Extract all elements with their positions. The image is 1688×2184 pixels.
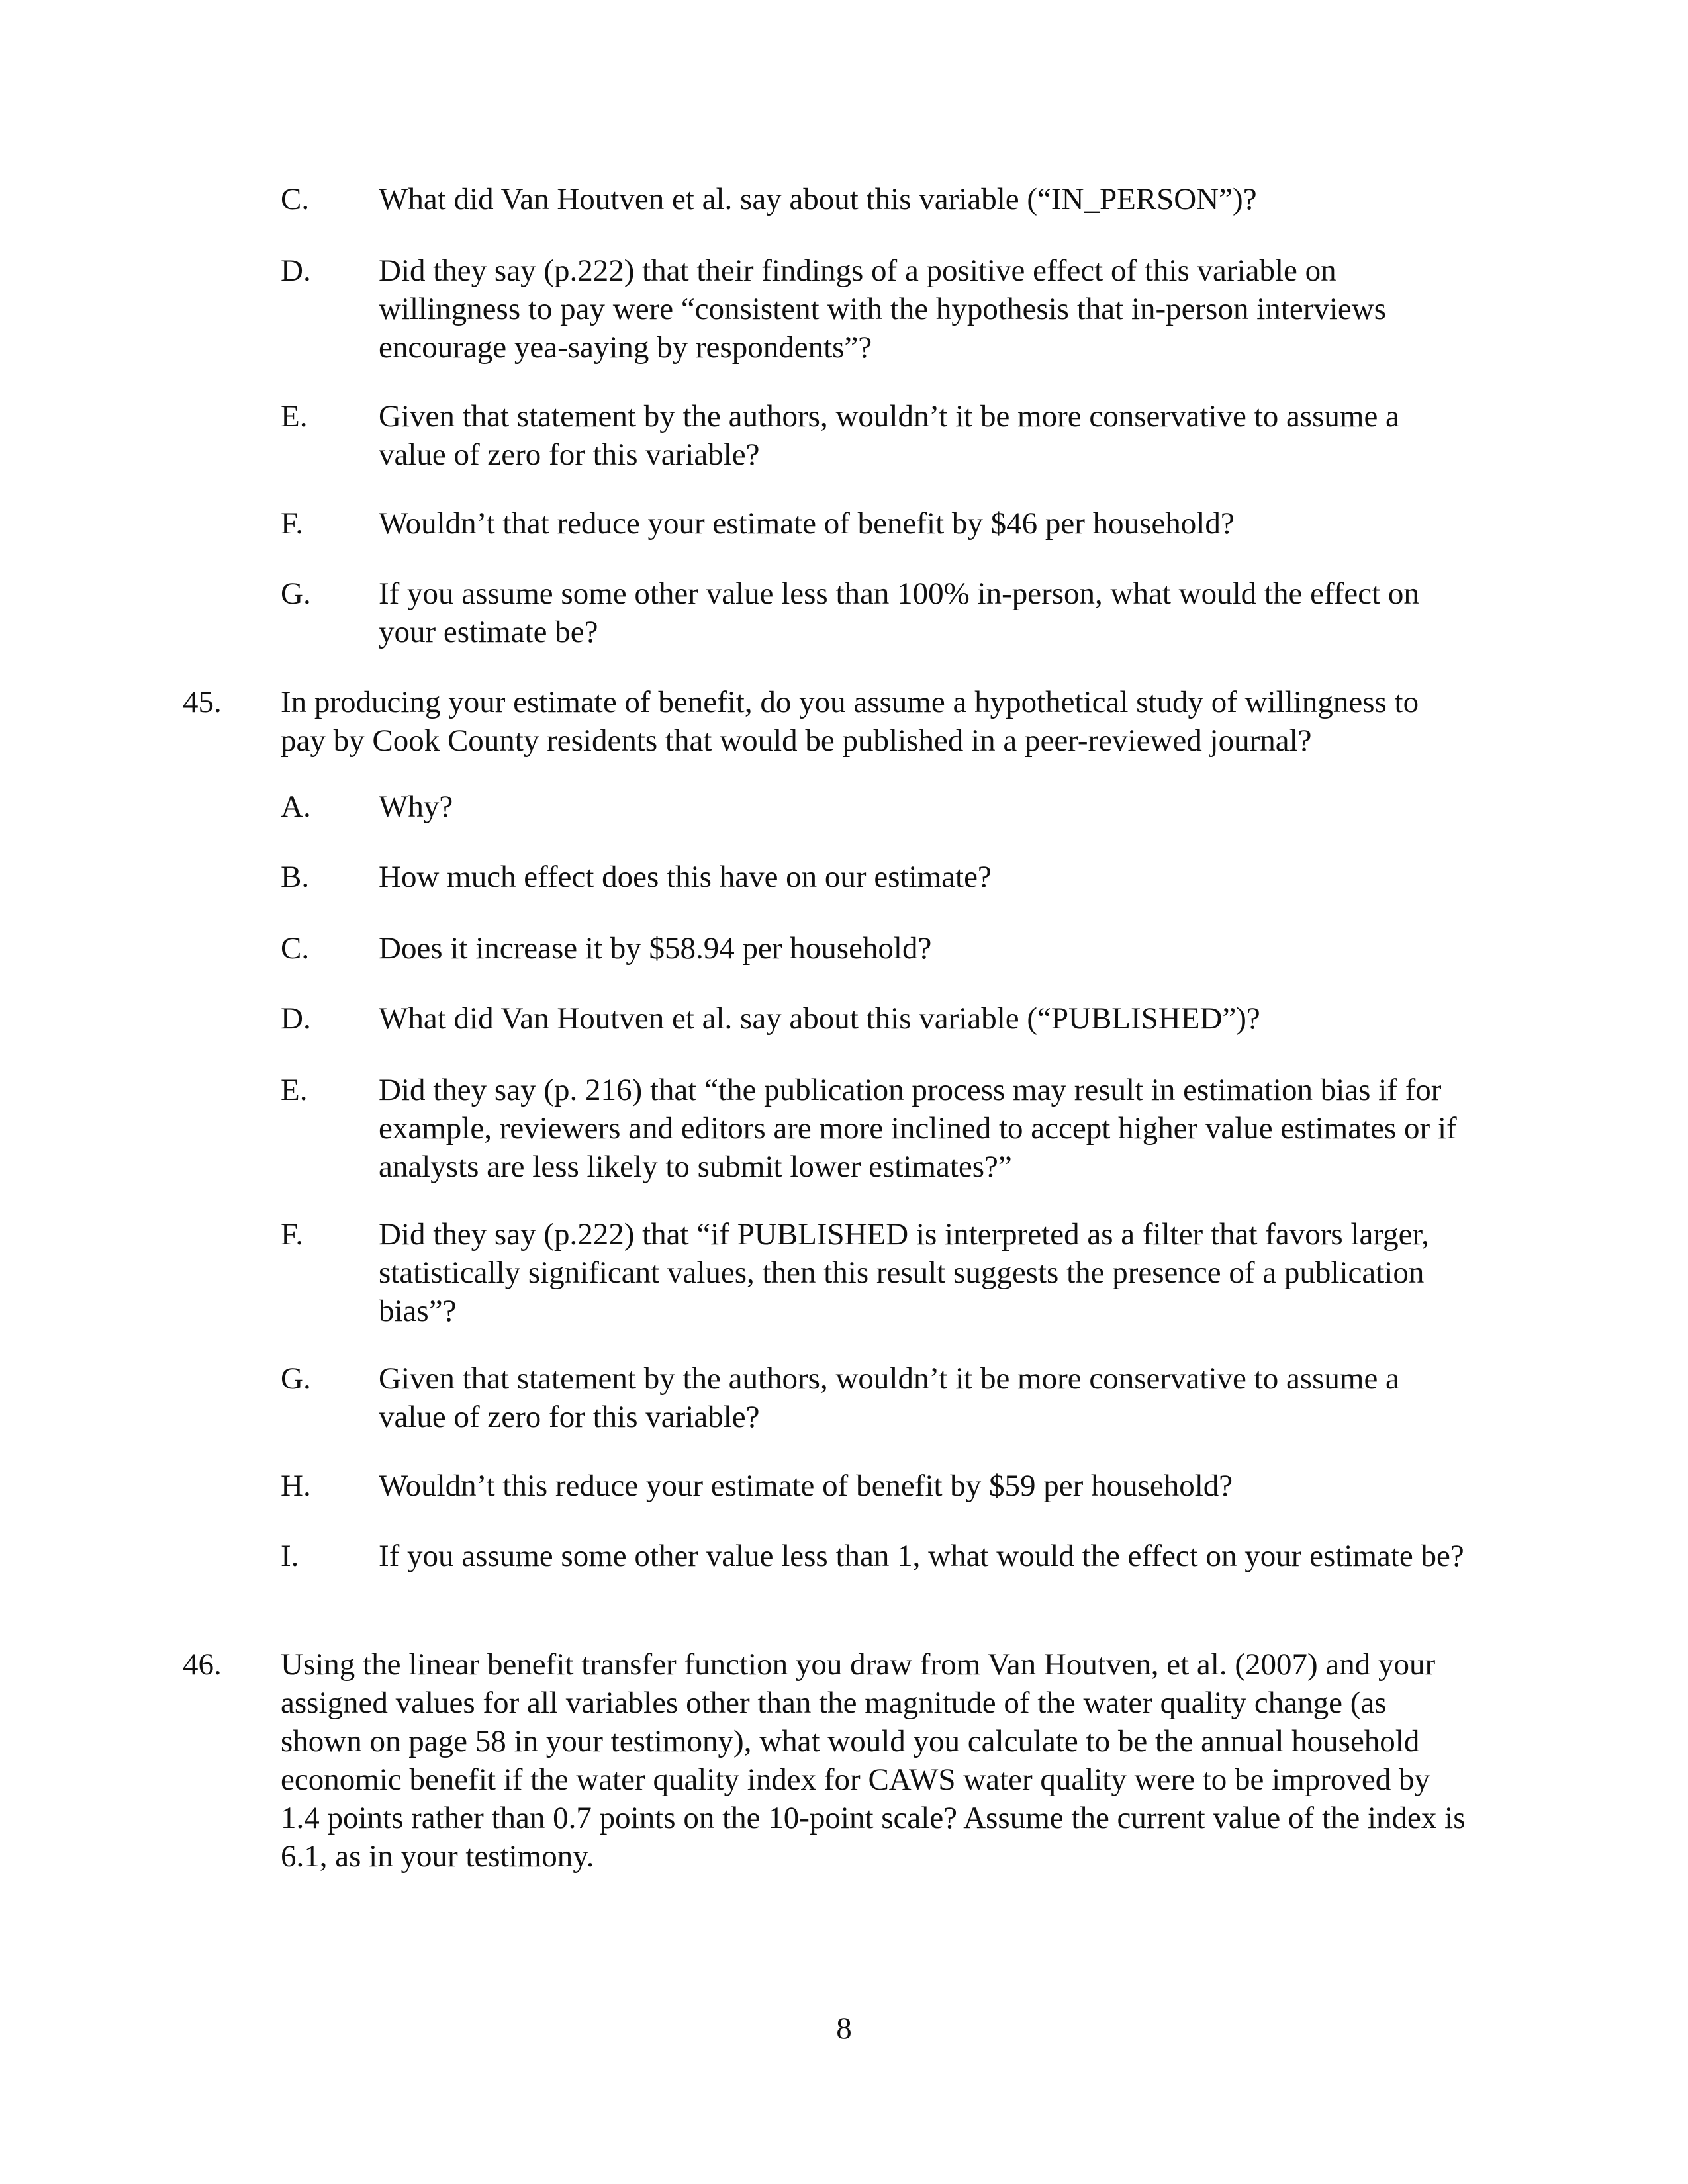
item-text: In producing your estimate of benefit, do you assume a hypothetical study of willingness to pay by Cook County residents that would be published in a peer-reviewed journal? [281, 685, 1419, 758]
page-number: 8 [836, 2011, 852, 2046]
item-label: C. [281, 931, 310, 966]
item-text: Did they say (p.222) that “if PUBLISHED is interpreted as a filter that favors larger, statistically significant values, then this result suggests the presence of a publication bias”? [379, 1217, 1429, 1328]
item-text: Wouldn’t this reduce your estimate of benefit by $59 per household? [379, 1469, 1233, 1503]
item-label: F. [281, 506, 304, 541]
item-text: How much effect does this have on our estimate? [379, 860, 992, 894]
item-label: E. [281, 1073, 308, 1107]
item-text: Why? [379, 790, 453, 824]
item-label: I. [281, 1539, 299, 1573]
item-label: H. [281, 1469, 311, 1503]
item-text: Given that statement by the authors, wouldn’t it be more conservative to assume a value of zero for this variable? [379, 1361, 1399, 1434]
item-text: Wouldn’t that reduce your estimate of benefit by $46 per household? [379, 506, 1235, 541]
item-label: G. [281, 576, 311, 611]
item-label: A. [281, 790, 311, 824]
item-text: If you assume some other value less than 100% in-person, what would the effect on your estimate be? [379, 576, 1419, 649]
item-text: If you assume some other value less than 1, what would the effect on your estimate be? [379, 1539, 1464, 1573]
item-label: E. [281, 399, 308, 433]
item-number: 46. [183, 1647, 222, 1682]
item-text: What did Van Houtven et al. say about this variable (“PUBLISHED”)? [379, 1001, 1260, 1036]
item-text: Did they say (p.222) that their findings of a positive effect of this variable on willingness to pay were “consistent with the hypothesis that in-person interviews encourage yea-saying by respondents”? [379, 253, 1386, 365]
item-label: C. [281, 182, 310, 216]
item-text: Did they say (p. 216) that “the publication process may result in estimation bias if for example, reviewers and editors are more inclined to accept higher value estimates or if analysts are less likely to submit lower estimates?” [379, 1073, 1457, 1184]
item-text: What did Van Houtven et al. say about this variable (“IN_PERSON”)? [379, 182, 1257, 216]
item-label: D. [281, 253, 311, 288]
item-text: Using the linear benefit transfer function you draw from Van Houtven, et al. (2007) and your assigned values for all variables other than the magnitude of the water quality change (as shown on page 58 in your testimony), what would you calculate to be the annual household economic benefit if the water quality index for CAWS water quality were to be improved by 1.4 points rather than 0.7 points on the 10-point scale? Assume the current value of the index is 6.1, as in your testimony. [281, 1647, 1466, 1874]
item-text: Given that statement by the authors, wouldn’t it be more conservative to assume a value of zero for this variable? [379, 399, 1399, 472]
item-label: D. [281, 1001, 311, 1036]
item-number: 45. [183, 685, 222, 719]
item-label: B. [281, 860, 310, 894]
item-text: Does it increase it by $58.94 per household? [379, 931, 932, 966]
item-label: G. [281, 1361, 311, 1396]
item-label: F. [281, 1217, 304, 1251]
